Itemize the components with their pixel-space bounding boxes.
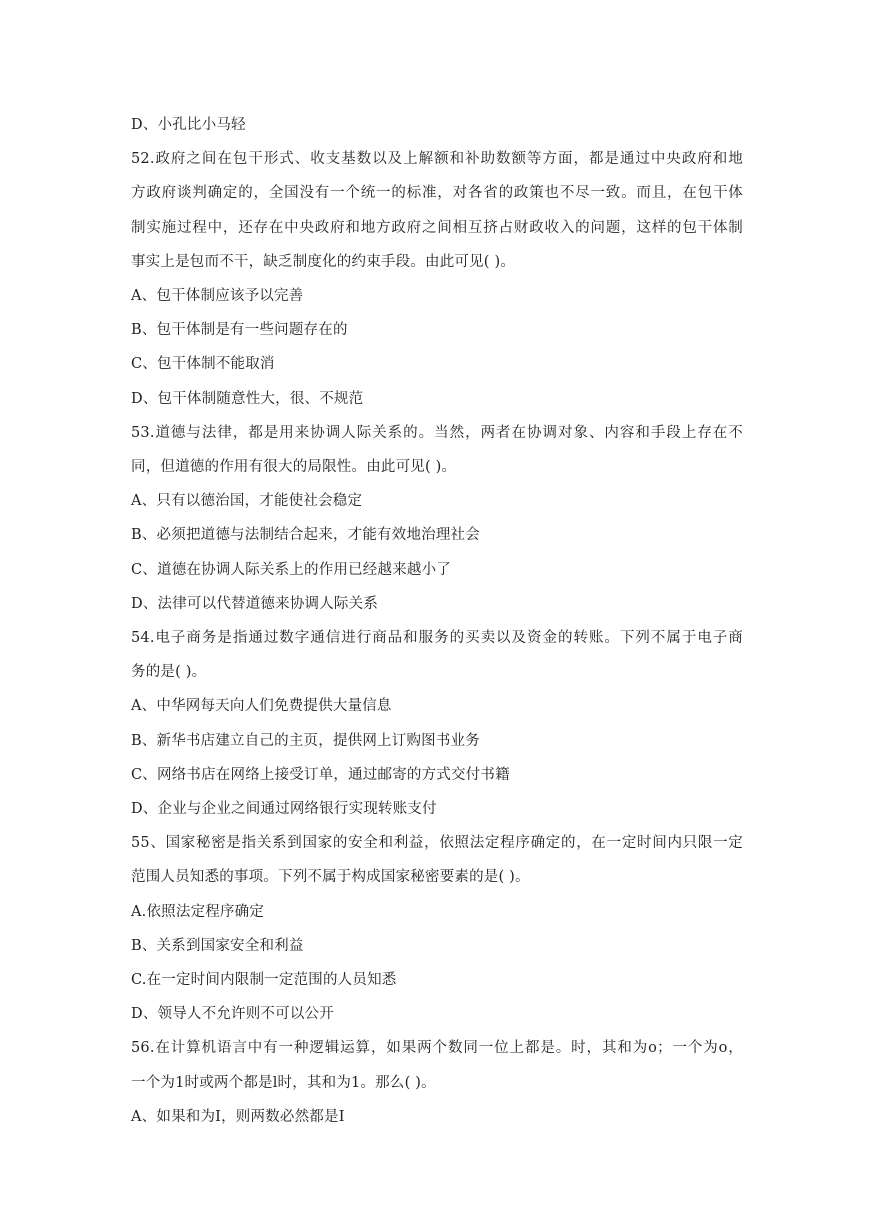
answer-option: D、法律可以代替道德来协调人际关系 [131, 595, 379, 612]
answer-option: A、如果和为I，则两数必然都是I [131, 1108, 345, 1125]
answer-option: D、小孔比小马轻 [131, 117, 246, 133]
question-text-line: 55、国家秘密是指关系到国家的安全和利益，依照法定程序确定的，在一定时间内只限一定 [131, 835, 743, 852]
answer-option: C、道德在协调人际关系上的作用已经越来越小了 [131, 561, 451, 578]
answer-option: B、包干体制是有一些问题存在的 [131, 322, 348, 339]
answer-option: B、必须把道德与法制结合起来，才能有效地治理社会 [131, 527, 480, 544]
question-text-last-line: 同，但道德的作用有很大的局限性。由此可见( )。 [131, 459, 457, 476]
question-text-line: 方政府谈判确定的，全国没有一个统一的标准，对各省的政策也不尽一致。而且，在包干体 [131, 185, 743, 202]
answer-option: A、包干体制应该予以完善 [131, 288, 304, 305]
answer-option: C.在一定时间内限制一定范围的人员知悉 [131, 972, 397, 989]
answer-option: A、只有以德治国，才能使社会稳定 [131, 493, 363, 510]
question-text-last-line: 范围人员知悉的事项。下列不属于构成国家秘密要素的是( )。 [131, 869, 530, 886]
answer-option: A.依照法定程序确定 [131, 903, 265, 920]
answer-option: D、包干体制随意性大，很、不规范 [131, 390, 364, 407]
answer-option: C、包干体制不能取消 [131, 356, 275, 373]
question-text-last-line: 务的是( )。 [131, 664, 207, 681]
question-text-line: 制实施过程中，还存在中央政府和地方政府之间相互挤占财政收入的问题，这样的包干体制 [131, 219, 743, 236]
question-text-last-line: 事实上是包而不干，缺乏制度化的约束手段。由此可见( )。 [131, 253, 516, 270]
answer-option: A、中华网每天向人们免费提供大量信息 [131, 698, 392, 715]
answer-option: C、网络书店在网络上接受订单，通过邮寄的方式交付书籍 [131, 766, 510, 783]
answer-option: D、领导人不允许则不可以公开 [131, 1006, 334, 1023]
question-text-line: 56.在计算机语言中有一种逻辑运算，如果两个数同一位上都是。时，其和为o；一个为o， [131, 1040, 743, 1057]
question-text-last-line: 一个为1时或两个都是l时，其和为1。那么( )。 [131, 1074, 436, 1091]
question-text-line: 52.政府之间在包干形式、收支基数以及上解额和补助数额等方面，都是通过中央政府和地 [131, 151, 743, 168]
answer-option: B、新华书店建立自己的主页，提供网上订购图书业务 [131, 732, 480, 749]
document-body [131, 108, 743, 1134]
answer-option: D、企业与企业之间通过网络银行实现转账支付 [131, 801, 437, 818]
question-text-line: 54.电子商务是指通过数字通信进行商品和服务的买卖以及资金的转账。下列不属于电子商 [131, 630, 743, 647]
question-text-line: 53.道德与法律，都是用来协调人际关系的。当然，两者在协调对象、内容和手段上存在不 [131, 424, 743, 441]
answer-option: B、关系到国家安全和利益 [131, 937, 304, 954]
